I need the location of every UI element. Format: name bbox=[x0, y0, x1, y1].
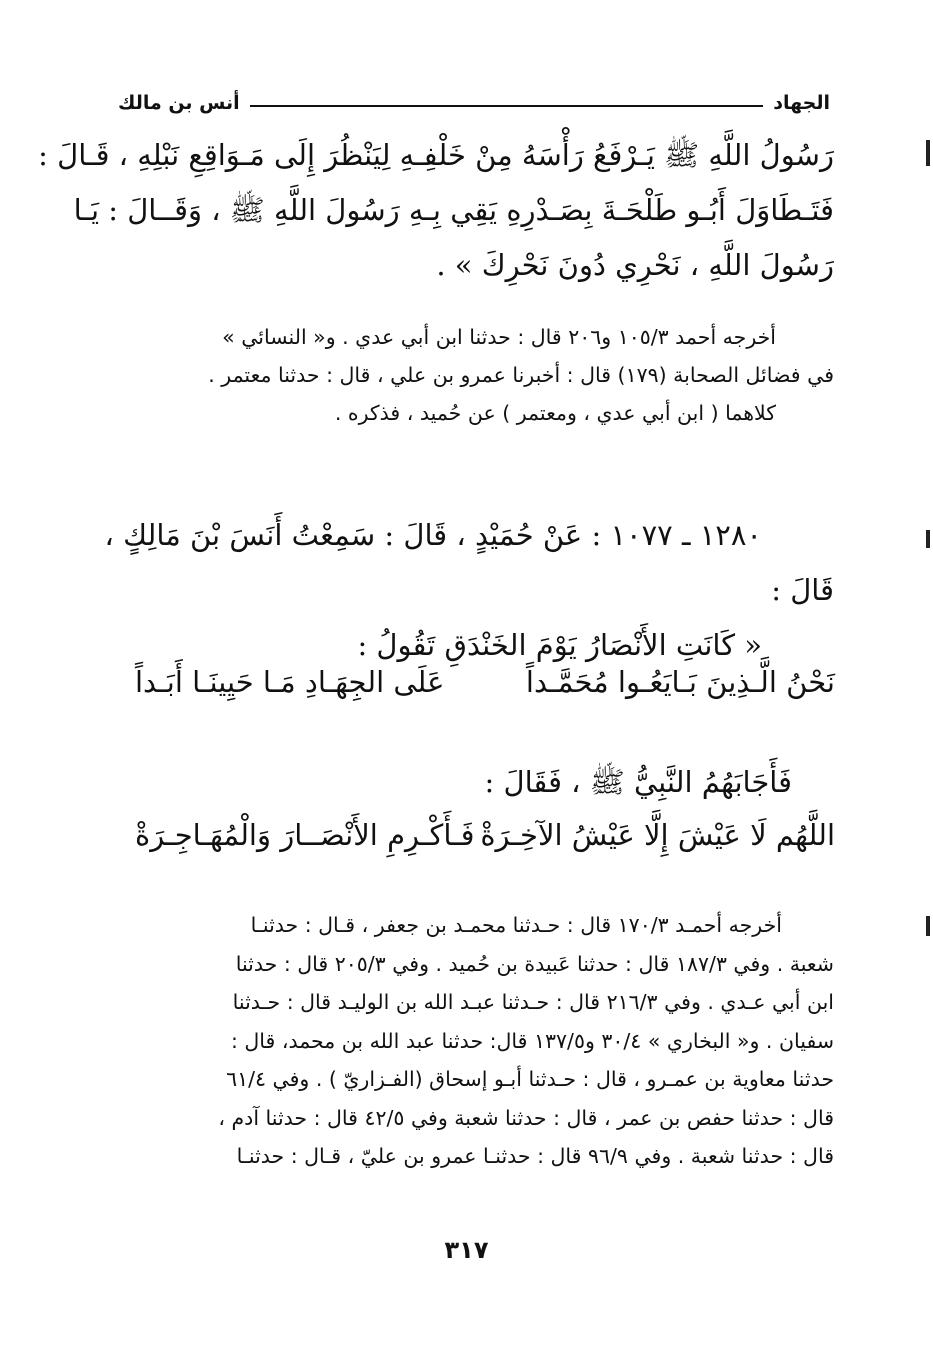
verse-1-first-hemistich: نَحْنُ الَّـذِينَ بَـايَعُـوا مُحَمَّـداً bbox=[525, 665, 835, 699]
header-narrator-name: أنس بن مالك bbox=[118, 92, 240, 114]
scan-edge-mark bbox=[926, 916, 930, 936]
hadith-line: فَأَجَابَهُمُ النَّبِيُّ ﷺ ، فَقَالَ : bbox=[484, 765, 792, 799]
hadith-line: فَتَـطَاوَلَ أَبُـو طَلْحَـةَ بِصَـدْرِهِ يَقِي بِـهِ رَسُولَ اللَّهِ ﷺ ، وَقَــالَ : يَـا bbox=[73, 193, 834, 227]
hadith-1280-intro bbox=[104, 508, 834, 673]
takhrij-line: كلاهما ( ابن أبي عدي ، ومعتمر ) عن حُميد ، فذكره . bbox=[334, 401, 776, 425]
takhrij-note-1 bbox=[140, 318, 834, 432]
takhrij-line: قال : حدثنا حفص بن عمر ، قال : حدثنا شعبة وفي ٤٢/٥ قال : حدثنا آدم ، bbox=[218, 1105, 834, 1130]
takhrij-line: سفيان . و« البخاري » ٣٠/٤ و١٣٧/٥ قال: حدثنا عبد الله بن محمد، قال : bbox=[230, 1028, 834, 1053]
poem-verse-2 bbox=[135, 818, 835, 852]
verse-2-second-hemistich: فَـأَكْـرِمِ الأَنْصَــارَ وَالْمُهَـاجِـرَةْ bbox=[135, 818, 475, 852]
takhrij-line: شعبة . وفي ١٨٧/٣ قال : حدثنا عَبيدة بن حُميد . وفي ٢٠٥/٣ قال : حدثنا bbox=[235, 951, 834, 976]
takhrij-line: ابن أبي عـدي . وفي ٢١٦/٣ قال : حـدثنا عبـد الله بن الوليـد قال : حـدثنا bbox=[232, 990, 834, 1014]
page-number: ٣١٧ bbox=[444, 1236, 489, 1264]
hadith-line: ١٢٨٠ ـ ١٠٧٧ : عَنْ حُمَيْدٍ ، قَالَ : سَمِعْتُ أَنَسَ بْنَ مَالِكٍ ، bbox=[104, 518, 762, 552]
scan-edge-mark bbox=[926, 530, 930, 548]
hadith-line: « كَانَتِ الأَنْصَارُ يَوْمَ الخَنْدَقِ تَقُولُ : bbox=[357, 628, 762, 662]
scan-edge-mark bbox=[926, 140, 930, 166]
takhrij-line: قال : حدثنا شعبة . وفي ٩٦/٩ قال : حدثنـا عمرو بن عليّ ، قـال : حدثنـا bbox=[236, 1144, 834, 1168]
verse-1-second-hemistich: عَلَى الجِهَـادِ مَـا حَيِينَـا أَبَـداً bbox=[135, 665, 445, 699]
poem-verse-1 bbox=[135, 665, 835, 699]
takhrij-line: أخرجه أحمـد ١٧٠/٣ قال : حـدثنا محمـد بن جعفر ، قـال : حدثنـا bbox=[250, 913, 782, 937]
verse-2-first-hemistich: اللَّهُم لَا عَيْشَ إِلَّا عَيْشُ الآخِـرَةْ bbox=[480, 818, 835, 852]
hadith-line: قَالَ : bbox=[771, 573, 834, 607]
takhrij-line: أخرجه أحمد ١٠٥/٣ و٢٠٦ قال : حدثنا ابن أبي عدي . و« النسائي » bbox=[222, 325, 776, 349]
takhrij-note-2 bbox=[138, 906, 834, 1176]
hadith-line: رَسُولَ اللَّهِ ، نَحْرِي دُونَ نَحْرِكَ » . bbox=[436, 248, 834, 282]
header-rule bbox=[250, 105, 764, 107]
hadith-passage-continued bbox=[38, 128, 834, 293]
running-header bbox=[118, 88, 830, 118]
prophet-response bbox=[128, 755, 834, 810]
takhrij-line: في فضائل الصحابة (١٧٩) قال : أخبرنا عمرو بن علي ، قال : حدثنا معتمر . bbox=[208, 363, 834, 387]
takhrij-line: حدثنا معاوية بن عمـرو ، قال : حـدثنا أبـو إسحاق (الفـزاريّ ) . وفي ٦١/٤ bbox=[226, 1067, 834, 1091]
header-chapter-title: الجهاد bbox=[773, 92, 830, 114]
hadith-line: رَسُولُ اللَّهِ ﷺ يَـرْفَعُ رَأْسَهُ مِنْ خَلْفِـهِ لِيَنْظُرَ إِلَى مَـوَاقِعِ نَبْلِهِ ، قَـالَ : bbox=[38, 138, 834, 172]
